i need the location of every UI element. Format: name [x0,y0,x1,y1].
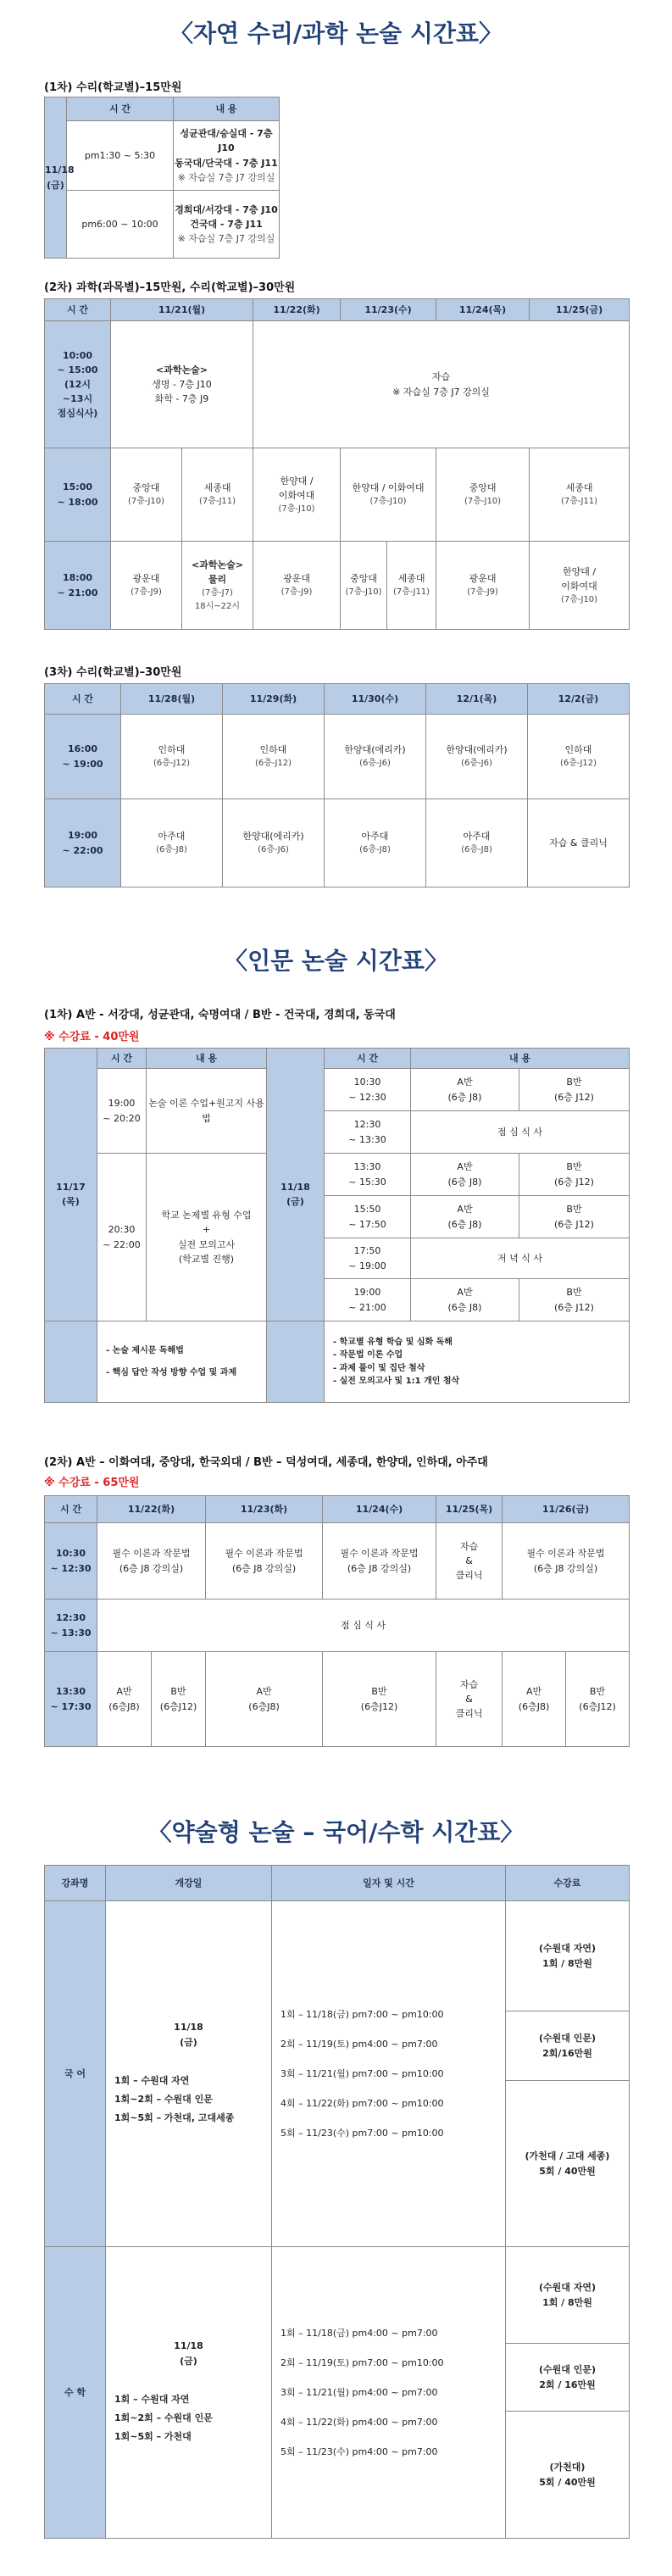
d2-b4: B반 (6층 J12) [519,1196,630,1238]
col-day1: 11/28(월) [121,684,223,715]
col-day5: 11/25(금) [530,299,630,321]
time-row2: 15:00 ~ 18:00 [45,448,111,542]
d1-content1: 논술 이론 수업+원고지 사용법 [147,1069,267,1154]
col-course: 강좌명 [45,1866,106,1901]
col-time: 시 간 [45,299,111,321]
round1-heading: (1차) 수리(학교별)–15만원 [44,81,182,94]
d2-dinner: 저 녁 식 사 [411,1238,630,1279]
col-day2: 11/23(화) [206,1496,323,1523]
d2-a4: A반 (6층 J8) [411,1196,519,1238]
korean-fee-2: (수원대 인문) 2회/16만원 [506,2011,630,2081]
time-row1: 10:00 ~ 15:00 (12시 ~13시 점심식사) [45,321,111,448]
col-time: 시 간 [45,1496,97,1523]
col-day5: 11/26(금) [503,1496,630,1523]
col-day5: 12/2(금) [528,684,630,715]
time-row3: 13:30 ~ 17:30 [45,1652,97,1747]
cell-a4: 한양대(에리카) (6층-J6) [426,715,528,799]
cell-b3: 아주대 (6층-J8) [325,799,426,887]
d1-time2: 20:30 ~ 22:00 [97,1154,147,1321]
slot1-content: 성균관대/숭실대 - 7층 J10 동국대/단국대 - 7층 J11 ※ 자습실 7층 J7 강의실 [174,121,280,191]
col-fee: 수강료 [506,1866,630,1901]
cell-b1: 아주대 (6층-J8) [121,799,223,887]
clinic-cell: 자습 & 클리닉 [528,799,630,887]
cell-a5: 인하대 (6층-J12) [528,715,630,799]
cell-r2-3: 한양대 / 이화여대 (7층-J10) [253,448,341,542]
slot1-time: pm1:30 ~ 5:30 [67,121,174,191]
science-math-title: 〈자연 수리/과학 논술 시간표〉 [169,19,503,47]
col-content-1: 내 용 [147,1049,267,1069]
round3-heading: (3차) 수리(학교별)–30만원 [44,666,182,679]
cell-r2-2: 세종대 (7층-J11) [182,448,253,542]
korean-start: 11/18 (금) 1회 – 수원대 자연 1회~2회 – 수원대 인문 1회~5회 – 가천대, 고대세종 [106,1901,272,2247]
d2-time6: 19:00 ~ 21:00 [325,1279,411,1321]
time-row3: 18:00 ~ 21:00 [45,542,111,630]
header-content: 내 용 [174,97,280,121]
study-cell: 자습 ※ 자습실 7층 J7 강의실 [253,321,630,448]
col-day3: 11/23(수) [341,299,436,321]
pm-a-day5: A반 (6층J8) [503,1652,566,1747]
cell-b4: 아주대 (6층-J8) [426,799,528,887]
cell-r3-4: 중앙대 (7층-J10) [341,542,387,630]
course-math: 수 학 [45,2247,106,2539]
lesson-day5: 필수 이론과 작문법 (6층 J8 강의실) [503,1523,630,1600]
col-day4: 11/25(목) [436,1496,503,1523]
col-time: 시 간 [45,684,121,715]
header-time: 시 간 [67,97,174,121]
cell-r3-1: 광운대 (7층-J9) [111,542,182,630]
science-cell: <과학논술> 생명 - 7층 J10 화학 - 7층 J9 [111,321,253,448]
round3-table [44,683,630,887]
clinic-am: 자습 & 클리닉 [436,1523,503,1600]
col-day3: 11/24(수) [323,1496,436,1523]
h-round2-fee: ※ 수강료 - 65만원 [44,1477,140,1489]
d2-time4: 15:50 ~ 17:50 [325,1196,411,1238]
d2-lunch: 점 심 식 사 [411,1111,630,1154]
round2-heading: (2차) 과학(과목별)–15만원, 수리(학교별)–30만원 [44,281,296,294]
lunch-cell: 점 심 식 사 [97,1600,630,1652]
col-day3: 11/30(수) [325,684,426,715]
d2-time3: 13:30 ~ 15:30 [325,1154,411,1196]
pm-b-day1: B반 (6층J12) [152,1652,206,1747]
cell-a2: 인하대 (6층-J12) [223,715,325,799]
clinic-pm: 자습 & 클리닉 [436,1652,503,1747]
d2-time1: 10:30 ~ 12:30 [325,1069,411,1111]
d2-b6: B반 (6층 J12) [519,1279,630,1321]
lesson-day2: 필수 이론과 작문법 (6층 J8 강의실) [206,1523,323,1600]
d2-a1: A반 (6층 J8) [411,1069,519,1111]
lesson-day1: 필수 이론과 작문법 (6층 J8 강의실) [97,1523,206,1600]
cell-r3-6: 광운대 (7층-J9) [436,542,530,630]
d2-notes: - 학교별 유형 학습 및 심화 독해 - 작문법 이론 수업 - 과제 풀이 및 집단 첨삭 - 실전 모의고사 및 1:1 개인 첨삭 [325,1321,630,1403]
cell-a3: 한양대(에리카) (6층-J6) [325,715,426,799]
round1-table [44,97,630,259]
d2-b3: B반 (6층 J12) [519,1154,630,1196]
korean-fee-3: (가천대 / 고대 세종) 5회 / 40만원 [506,2081,630,2247]
cell-r3-3: 광운대 (7층-J9) [253,542,341,630]
time-row2: 19:00 ~ 22:00 [45,799,121,887]
math-fee-1: (수원대 자연) 1회 / 8만원 [506,2247,630,2344]
col-content-2: 내 용 [411,1049,630,1069]
slot2-content: 경희대/서강대 - 7층 J10 건국대 - 7층 J11 ※ 자습실 7층 J7 강의실 [174,191,280,259]
course-korean: 국 어 [45,1901,106,2247]
col-day1: 11/22(화) [97,1496,206,1523]
pm-b-day5: B반 (6층J12) [566,1652,630,1747]
lesson-day3: 필수 이론과 작문법 (6층 J8 강의실) [323,1523,436,1600]
h-round1-table [44,1048,630,1403]
slot2-time: pm6:00 ~ 10:00 [67,191,174,259]
col-day2: 11/29(화) [223,684,325,715]
cell-r2-1: 중앙대 (7층-J10) [111,448,182,542]
d1-notes: - 논술 제시문 독해법 - 핵심 답안 작성 방향 수업 및 과제 [97,1321,267,1403]
pm-a-day2: A반 (6층J8) [206,1652,323,1747]
humanities-title: 〈인문 논술 시간표〉 [224,947,448,975]
cell-b2: 한양대(에리카) (6층-J6) [223,799,325,887]
h-round2-heading: (2차) A반 – 이화여대, 중앙대, 한국외대 / B반 – 덕성여대, 세종대, 한양대, 인하대, 아주대 [44,1456,488,1469]
d2-a6: A반 (6층 J8) [411,1279,519,1321]
cell-r2-6: 세종대 (7층-J11) [530,448,630,542]
col-day1: 11/21(월) [111,299,253,321]
h-round1-heading: (1차) A반 - 서강대, 성균관대, 숙명여대 / B반 - 건국대, 경희대, 동국대 [44,1009,396,1021]
h-round2-table [44,1495,630,1747]
d1-content2: 학교 논제별 유형 수업 + 실전 모의고사 (학교별 진행) [147,1154,267,1321]
col-start: 개강일 [106,1866,272,1901]
cell-r2-4: 한양대 / 이화여대 (7층-J10) [341,448,436,542]
short-essay-title: 〈약술형 논술 – 국어/수학 시간표〉 [147,1818,525,1846]
day2-cell: 11/18 (금) [267,1069,325,1321]
time-row1: 10:30 ~ 12:30 [45,1523,97,1600]
col-day2: 11/22(화) [253,299,341,321]
time-row1: 16:00 ~ 19:00 [45,715,121,799]
pm-b-day3: B반 (6층J12) [323,1652,436,1747]
d1-time1: 19:00 ~ 20:20 [97,1069,147,1154]
korean-fee-1: (수원대 자연) 1회 / 8만원 [506,1901,630,2011]
pm-a-day1: A반 (6층J8) [97,1652,152,1747]
cell-r2-5: 중앙대 (7층-J10) [436,448,530,542]
d2-a3: A반 (6층 J8) [411,1154,519,1196]
cell-r3-7: 한양대 / 이화여대 (7층-J10) [530,542,630,630]
col-time-1: 시 간 [97,1049,147,1069]
col-time-2: 시 간 [325,1049,411,1069]
short-essay-table [44,1865,630,2539]
math-fee-2: (수원대 인문) 2회 / 16만원 [506,2344,630,2412]
date-cell: 11/18 (금) [45,97,67,259]
cell-r3-2: <과학논술> 물리 (7층-J7) 18시~22시 [182,542,253,630]
math-start: 11/18 (금) 1회 – 수원대 자연 1회~2회 – 수원대 인문 1회~5회 – 가천대 [106,2247,272,2539]
math-fee-3: (가천대) 5회 / 40만원 [506,2412,630,2539]
math-schedule: 1회 – 11/18(금) pm4:00 ~ pm7:00 2회 – 11/19(토) pm7:00 ~ pm10:00 3회 – 11/21(월) pm4:00 ~ pm7:00 4회 – 11/22(화) pm4:00 ~ pm7:00 5회 – 11/23(수) pm4:00 ~ pm7:00 [272,2247,506,2539]
cell-a1: 인하대 (6층-J12) [121,715,223,799]
h-round1-fee: ※ 수강료 - 40만원 [44,1031,140,1043]
korean-schedule: 1회 – 11/18(금) pm7:00 ~ pm10:00 2회 – 11/19(토) pm4:00 ~ pm7:00 3회 – 11/21(월) pm7:00 ~ pm10:00 4회 – 11/22(화) pm7:00 ~ pm10:00 5회 – 11/23(수) pm7:00 ~ pm10:00 [272,1901,506,2247]
round2-table [44,298,630,630]
d2-time5: 17:50 ~ 19:00 [325,1238,411,1279]
col-schedule: 일자 및 시간 [272,1866,506,1901]
d2-time2: 12:30 ~ 13:30 [325,1111,411,1154]
d2-b1: B반 (6층 J12) [519,1069,630,1111]
day1-cell: 11/17 (목) [45,1069,97,1321]
col-day4: 12/1(목) [426,684,528,715]
col-day4: 11/24(목) [436,299,530,321]
time-row2: 12:30 ~ 13:30 [45,1600,97,1652]
cell-r3-5: 세종대 (7층-J11) [387,542,436,630]
